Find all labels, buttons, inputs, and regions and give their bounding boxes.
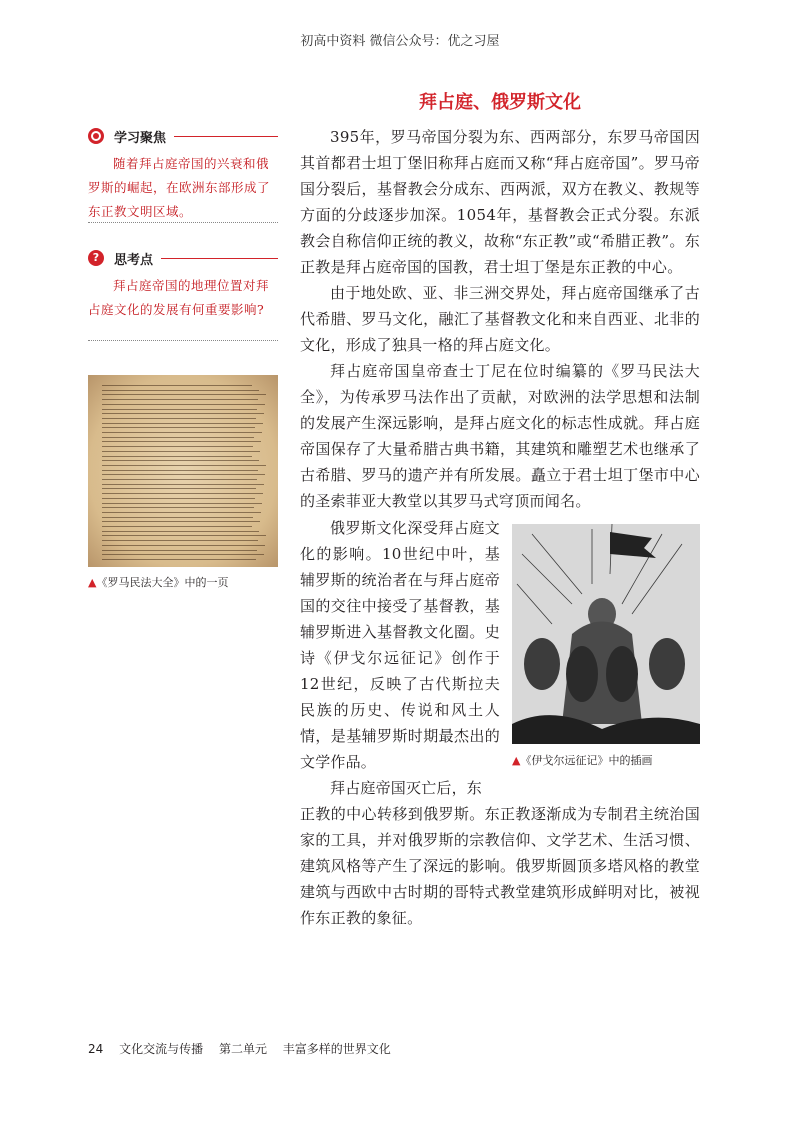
manuscript-text-line [102,517,253,518]
manuscript-text-line [102,394,266,395]
section-title: 拜占庭、俄罗斯文化 [419,92,581,113]
page-header: 初高中资料 微信公众号：优之习屋 [300,34,500,49]
manuscript-caption [88,574,228,590]
unit-title: 丰富多样的世界文化 [282,1042,391,1056]
manuscript-text-line [102,470,258,471]
manuscript-text-line [102,535,266,536]
paragraph: 俄罗斯文化深受拜占庭文化的影响。10世纪中叶，基辅罗斯的统治者在与拜占庭帝国的交往中接受了基督教，基辅罗斯进入基督教文化圈。史诗《伊戈尔远征记》创作于12世纪，反映了古代斯拉夫民族的历史、传说和风土人情，是基辅罗斯时期最杰出的文学作品。 [300,519,500,771]
divider [174,136,278,137]
think-point-label: 思考点 [114,252,154,268]
learning-focus-box [88,126,278,224]
manuscript-text-line [102,488,256,489]
dotted-divider [88,340,278,341]
manuscript-text-line [102,521,260,522]
manuscript-text-line [102,409,257,410]
page-number: 24 [88,1042,104,1056]
manuscript-text-line [102,437,254,438]
manuscript-text-line [102,423,263,424]
manuscript-text-line [102,531,259,532]
paragraph: 由于地处欧、亚、非三洲交界处，拜占庭帝国继承了古代希腊、罗马文化，融汇了基督教文化和来自西亚、北非的文化，形成了独具一格的拜占庭文化。 [300,284,700,354]
manuscript-text-line [102,554,264,555]
learning-focus-label: 学习聚焦 [114,130,167,146]
manuscript-text-line [102,484,264,485]
manuscript-caption-text: 《罗马民法大全》中的一页 [96,576,229,589]
manuscript-text-line [102,413,264,414]
manuscript-text-line [102,399,258,400]
manuscript-text-line [102,418,256,419]
battle-engraving [512,524,700,744]
manuscript-text-line [102,507,254,508]
question-icon: ? [88,250,104,266]
manuscript-text-line [102,526,252,527]
manuscript-text-line [102,512,261,513]
think-point-box [88,248,278,322]
manuscript-text-line [102,474,265,475]
manuscript-text-line [102,479,257,480]
think-point-text: 拜占庭帝国的地理位置对拜占庭文化的发展有何重要影响? [88,278,270,317]
manuscript-text-line [102,498,255,499]
battle-caption-text: 《伊戈尔远征记》中的插画 [520,754,653,767]
manuscript-text-line [102,559,256,560]
manuscript-text-line [102,460,259,461]
learning-focus-text: 随着拜占庭帝国的兴衰和俄罗斯的崛起，在欧洲东部形成了东正教文明区域。 [88,156,271,219]
manuscript-text-line [102,550,257,551]
battle-caption [512,752,652,768]
manuscript-text-line [102,545,265,546]
manuscript-text-line [102,465,266,466]
manuscript-image [88,375,278,567]
page-footer [88,1040,403,1057]
paragraph: 正教的中心转移到俄罗斯。东正教逐渐成为专制君主统治国家的工具，并对俄罗斯的宗教信仰、文学艺术、生活习惯、建筑风格等产生了深远的影响。俄罗斯圆顶多塔风格的教堂建筑与西欧中古时期的哥特式教堂建筑形成鲜明对比，被视作东正教的象征。 [300,805,700,927]
manuscript-text-line [102,540,258,541]
battle-illustration [512,524,700,744]
dotted-divider [88,222,278,223]
manuscript-text-line [102,427,255,428]
manuscript-text-line [102,446,253,447]
manuscript-text-line [102,456,252,457]
manuscript-text-line [102,404,265,405]
divider [161,258,278,259]
main-text-continued [300,801,700,931]
main-text [300,124,700,514]
manuscript-text-line [102,451,260,452]
manuscript-text-line [102,432,262,433]
narrow-text [300,515,500,801]
unit-number: 第二单元 [218,1042,267,1056]
manuscript-text-line [102,503,262,504]
manuscript-text-line [102,390,259,391]
paragraph: 拜占庭帝国灭亡后，东 [330,779,483,797]
paragraph: 拜占庭帝国皇帝查士丁尼在位时编纂的《罗马民法大全》，为传承罗马法作出了贡献，对欧洲的法学思想和法制的发展产生深远影响，是拜占庭文化的标志性成就。拜占庭帝国保存了大量希腊古典书籍，其建筑和雕塑艺术也继承了古希腊、罗马的遗产并有所发展。矗立于君士坦丁堡市中心的圣索菲亚大教堂以其罗马式穹顶而闻名。 [300,362,700,510]
paragraph: 395年，罗马帝国分裂为东、西两部分，东罗马帝国因其首都君士坦丁堡旧称拜占庭而又称“拜占庭帝国”。罗马帝国分裂后，基督教会分成东、西两派，双方在教义、教规等方面的分歧逐步加深。1054年，基督教会正式分裂。东派教会自称信仰正统的教义，故称“东正教”或“希腊正教”。东正教是拜占庭帝国的国教，君士坦丁堡是东正教的中心。 [300,128,700,276]
triangle-icon: ▲ [512,754,521,767]
manuscript-text-line [102,441,261,442]
book-title: 文化交流与传播 [119,1042,204,1056]
target-icon [88,128,104,144]
triangle-icon: ▲ [88,576,97,589]
manuscript-text-line [102,493,263,494]
manuscript-text-line [102,385,252,386]
